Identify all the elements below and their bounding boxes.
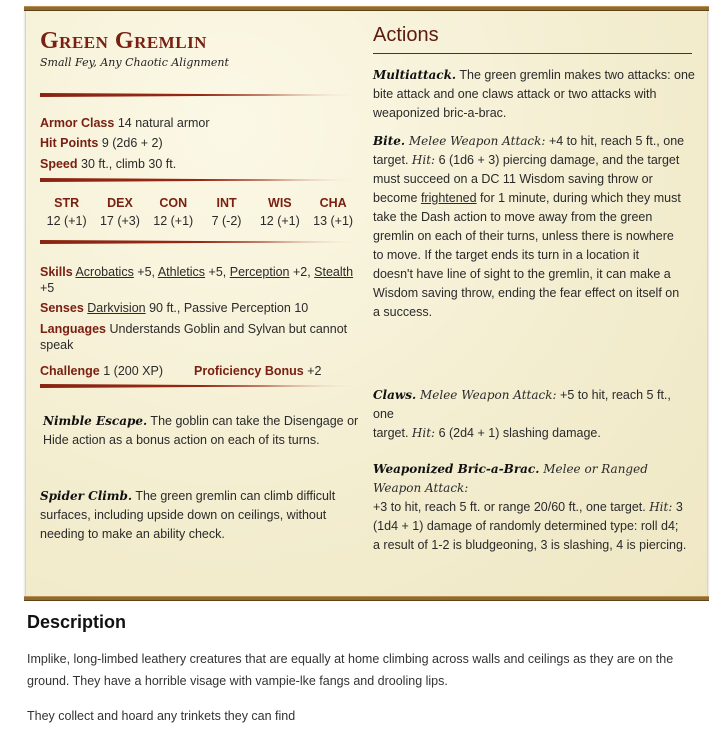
ability-cha: CHA 13 (+1) [313,196,354,228]
languages-label: Languages [40,322,106,336]
ability-scores [40,194,360,230]
frightened-link[interactable]: frightened [420,191,477,205]
armor-class-label: Armor Class [40,116,115,130]
action-multiattack: Multiattack. The green gremlin makes two attacks: one bite attack and one claws attack or two attacks with weaponized bric-a-brac. [373,68,695,120]
action-claws: Claws. Melee Weapon Attack: +5 to hit, reach 5 ft., one target. Hit: 6 (2d4 + 1) slashing damage. [373,388,671,440]
ability-dex: DEX 17 (+3) [99,196,140,228]
section-divider [40,384,360,388]
creature-meta: Small Fey, Any Chaotic Alignment [40,56,229,69]
languages-line: Languages Understands Goblin and Sylvan but cannot [40,322,348,336]
speed-line [40,156,176,173]
trait-spider-climb: Spider Climb. The green gremlin can climb difficult surfaces, including upside down on ceilings, without needing to make an ability check. [40,489,336,541]
trait-nimble-escape: Nimble Escape. The goblin can take the Disengage or Hide action as a bonus action on each of its turns. [43,414,359,447]
armor-class-line [40,115,210,132]
description-heading: Description [27,612,127,632]
skills-line: Skills Acrobatics +5, Athletics +5, Perception +2, Stealth [40,265,354,279]
hit-points-value: 9 (2d6 + 2) [101,136,163,150]
challenge-value: 1 (200 XP) [103,364,163,378]
hit-points-label: Hit Points [40,136,99,150]
ability-int: INT 7 (-2) [211,196,242,228]
description-paragraph-1: Implike, long-limbed leathery creatures that are equally at home climbing across walls and ceilings as they are on the ground. They have a horrible visage with vampie-lke fangs and drooling lips. [27,652,674,688]
proficiency-line [194,363,322,380]
skill-athletics-link[interactable]: Athletics [157,265,206,279]
creature-name: Green Gremlin [40,28,207,54]
section-divider [40,93,360,97]
languages-line-cont: speak [40,338,74,352]
senses-label: Senses [40,301,84,315]
skill-stealth-link[interactable]: Stealth [314,265,354,279]
ability-str: STR 12 (+1) [46,196,87,228]
stat-block-bottom-border [24,596,709,601]
challenge-line [40,363,163,380]
ability-con: CON 12 (+1) [153,196,194,228]
skills-label: Skills [40,265,73,279]
skills-line-cont: +5 [40,281,55,295]
section-divider [40,178,360,182]
speed-value: 30 ft., climb 30 ft. [81,157,177,171]
section-divider [40,240,360,244]
skill-perception-link[interactable]: Perception [229,265,290,279]
darkvision-link[interactable]: Darkvision [87,301,146,315]
actions-divider [373,53,692,54]
proficiency-label: Proficiency Bonus [194,364,304,378]
speed-label: Speed [40,157,78,171]
description-paragraph-2: They collect and hoard any trinkets they can find [27,709,296,723]
action-bite: Bite. Melee Weapon Attack: +4 to hit, reach 5 ft., one target. Hit: 6 (1d6 + 3) piercing damage, and the target must succeed on a DC 11 Wisdom saving throw or become frightened for 1 minute, during which they must take the Dash action to move away from the green gremlin on each of their turns, unless there is nowhere to move. If the target ends its turn in a location it doesn't have line of sight to the gremlin, it can make a Wisdom saving throw, ending the fear effect on itself on a success. [373,134,685,319]
challenge-label: Challenge [40,364,100,378]
stat-block-top-border [24,6,709,11]
hit-points-line [40,135,163,152]
stat-block [26,8,707,598]
ability-wis: WIS 12 (+1) [259,196,300,228]
actions-heading: Actions [373,24,439,46]
senses-line: Senses Darkvision 90 ft., Passive Perception 10 [40,301,309,315]
skill-acrobatics-link[interactable]: Acrobatics [75,265,134,279]
action-weaponized-bric-a-brac: Weaponized Bric-a-Brac. Melee or Ranged Weapon Attack: +3 to hit, reach 5 ft. or range 20/60 ft., one target. Hit: 3 (1d4 + 1) damage of randomly determined type: roll d4; a result of 1-2 is bludgeoning, 3 is slashing, 4 is piercing. [373,462,687,552]
armor-class-value: 14 natural armor [117,116,210,130]
proficiency-value: +2 [307,364,322,378]
